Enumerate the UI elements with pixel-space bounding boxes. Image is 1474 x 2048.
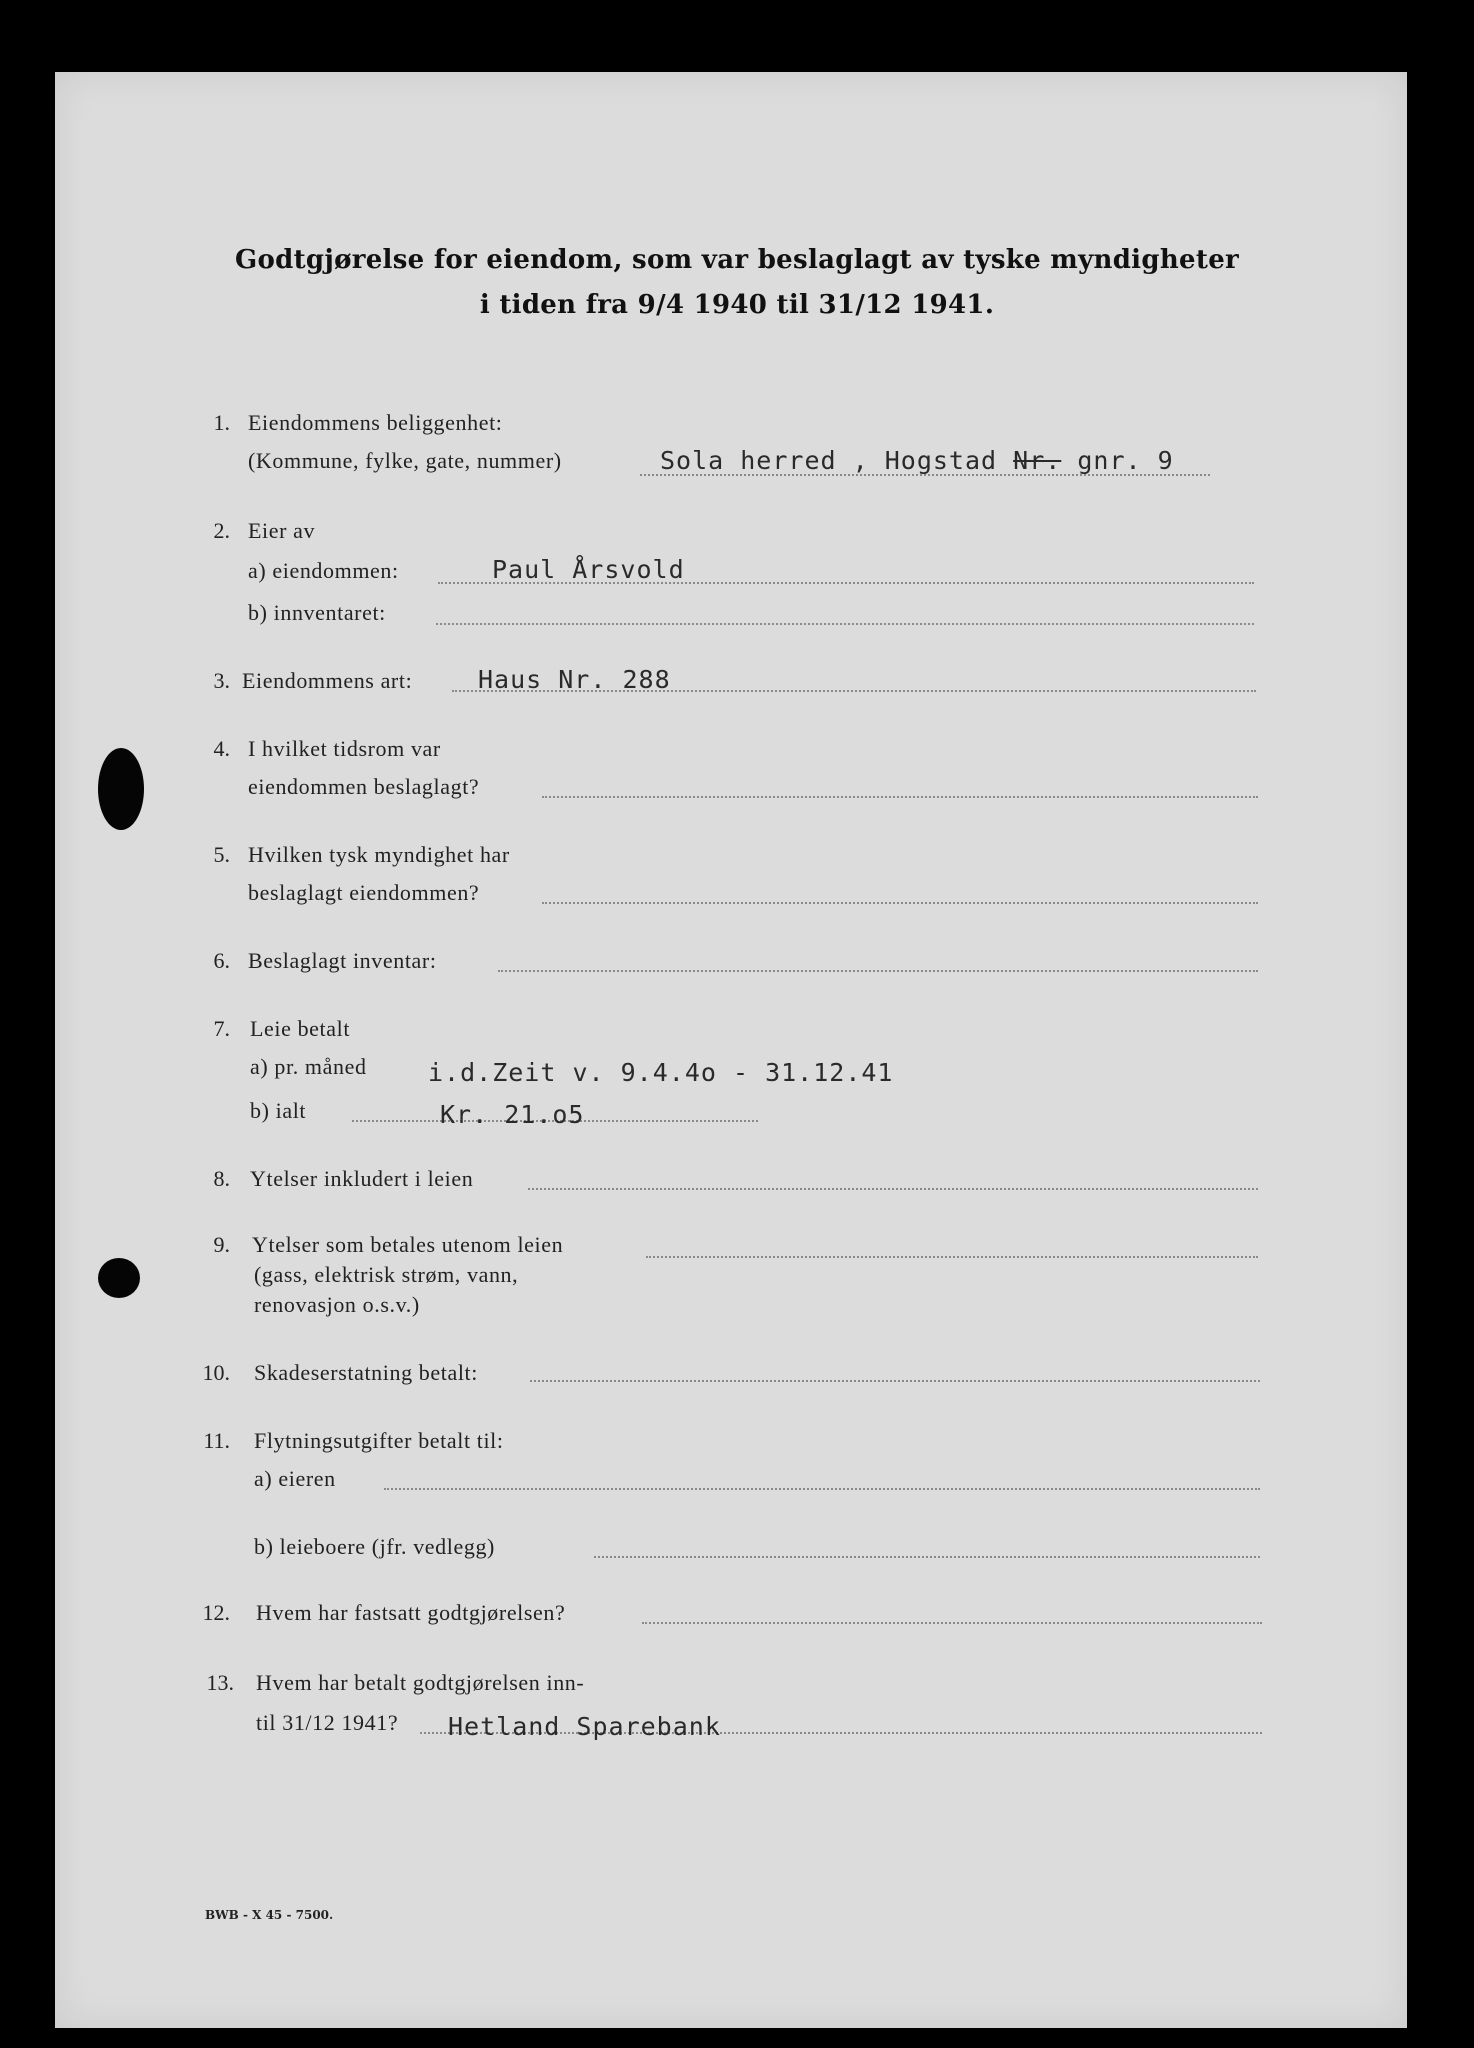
item-7-label: Leie betalt: [250, 1016, 351, 1041]
item-13-number: 13.: [206, 1670, 234, 1695]
item-2b-label: b) innventaret:: [248, 600, 386, 625]
item-11a-label: a) eieren: [254, 1466, 336, 1491]
item-7a-value: i.d.Zeit v. 9.4.4o - 31.12.41: [428, 1058, 894, 1087]
item-1-label: Eiendommens beliggenhet:: [248, 410, 503, 435]
item-7b-value: Kr. 21.o5: [440, 1100, 585, 1129]
item-4-line: [542, 796, 1258, 798]
item-2b-line: [436, 623, 1254, 625]
item-4-sublabel: eiendommen beslaglagt?: [248, 774, 480, 799]
item-2a-value: Paul Årsvold: [492, 555, 685, 584]
item-11a-line: [384, 1488, 1260, 1490]
form-title-line2: i tiden fra 9/4 1940 til 31/12 1941.: [479, 290, 995, 320]
item-13-label: Hvem har betalt godtgjørelsen inn-: [256, 1670, 585, 1695]
item-8-label: Ytelser inkludert i leien: [250, 1166, 474, 1191]
item-11-label: Flytningsutgifter betalt til:: [254, 1428, 504, 1453]
item-3-number: 3.: [213, 668, 230, 693]
item-9-sublabel2: renovasjon o.s.v.): [254, 1292, 420, 1317]
item-6-line: [498, 970, 1258, 972]
punch-hole-lower: [98, 1258, 140, 1298]
item-4-number: 4.: [213, 736, 230, 761]
item-6-number: 6.: [213, 948, 230, 973]
item-5-number: 5.: [213, 842, 230, 867]
item-1-sublabel: (Kommune, fylke, gate, nummer): [248, 448, 562, 473]
punch-hole-upper: [98, 748, 144, 830]
item-6-label: Beslaglagt inventar:: [248, 948, 437, 973]
item-7a-label: a) pr. måned: [250, 1054, 367, 1079]
item-3-value: Haus Nr. 288: [478, 665, 671, 694]
item-9-sublabel: (gass, elektrisk strøm, vann,: [254, 1262, 519, 1287]
item-13-value: Hetland Sparebank: [448, 1712, 721, 1741]
item-1-number: 1.: [213, 410, 230, 435]
item-12-label: Hvem har fastsatt godtgjørelsen?: [256, 1600, 566, 1625]
item-12-number: 12.: [202, 1600, 230, 1625]
item-7b-label: b) ialt: [250, 1098, 307, 1123]
item-9-label: Ytelser som betales utenom leien: [252, 1232, 564, 1257]
item-5-label: Hvilken tysk myndighet har: [248, 842, 510, 867]
item-8-number: 8.: [213, 1166, 230, 1191]
item-12-line: [642, 1622, 1262, 1624]
item-11b-line: [594, 1556, 1260, 1558]
item-10-line: [530, 1380, 1260, 1382]
item-9-number: 9.: [213, 1232, 230, 1257]
item-11b-label: b) leieboere (jfr. vedlegg): [254, 1534, 495, 1559]
item-2-number: 2.: [213, 518, 230, 543]
item-9-line: [646, 1256, 1258, 1258]
item-1-value-struck: Nr.: [1013, 446, 1062, 475]
item-13-sublabel: til 31/12 1941?: [256, 1710, 399, 1735]
item-3-label: Eiendommens art:: [242, 668, 413, 693]
item-1-value-gnr: gnr. 9: [1077, 446, 1174, 475]
item-1-value-location: Sola herred , Hogstad: [660, 446, 998, 475]
item-2a-label: a) eiendommen:: [248, 558, 399, 583]
item-1-value: [660, 446, 1174, 475]
form-title-line1: Godtgjørelse for eiendom, som var beslaglagt av tyske myndigheter: [234, 245, 1240, 275]
item-8-line: [528, 1188, 1258, 1190]
item-7-number: 7.: [213, 1016, 230, 1041]
item-10-label: Skadeserstatning betalt:: [254, 1360, 478, 1385]
item-11-number: 11.: [203, 1428, 230, 1453]
item-10-number: 10.: [202, 1360, 230, 1385]
print-code: BWB - X 45 - 7500.: [205, 1908, 334, 1922]
item-2-label: Eier av: [248, 518, 316, 543]
item-5-line: [542, 902, 1258, 904]
item-5-sublabel: beslaglagt eiendommen?: [248, 880, 480, 905]
item-4-label: I hvilket tidsrom var: [248, 736, 441, 761]
